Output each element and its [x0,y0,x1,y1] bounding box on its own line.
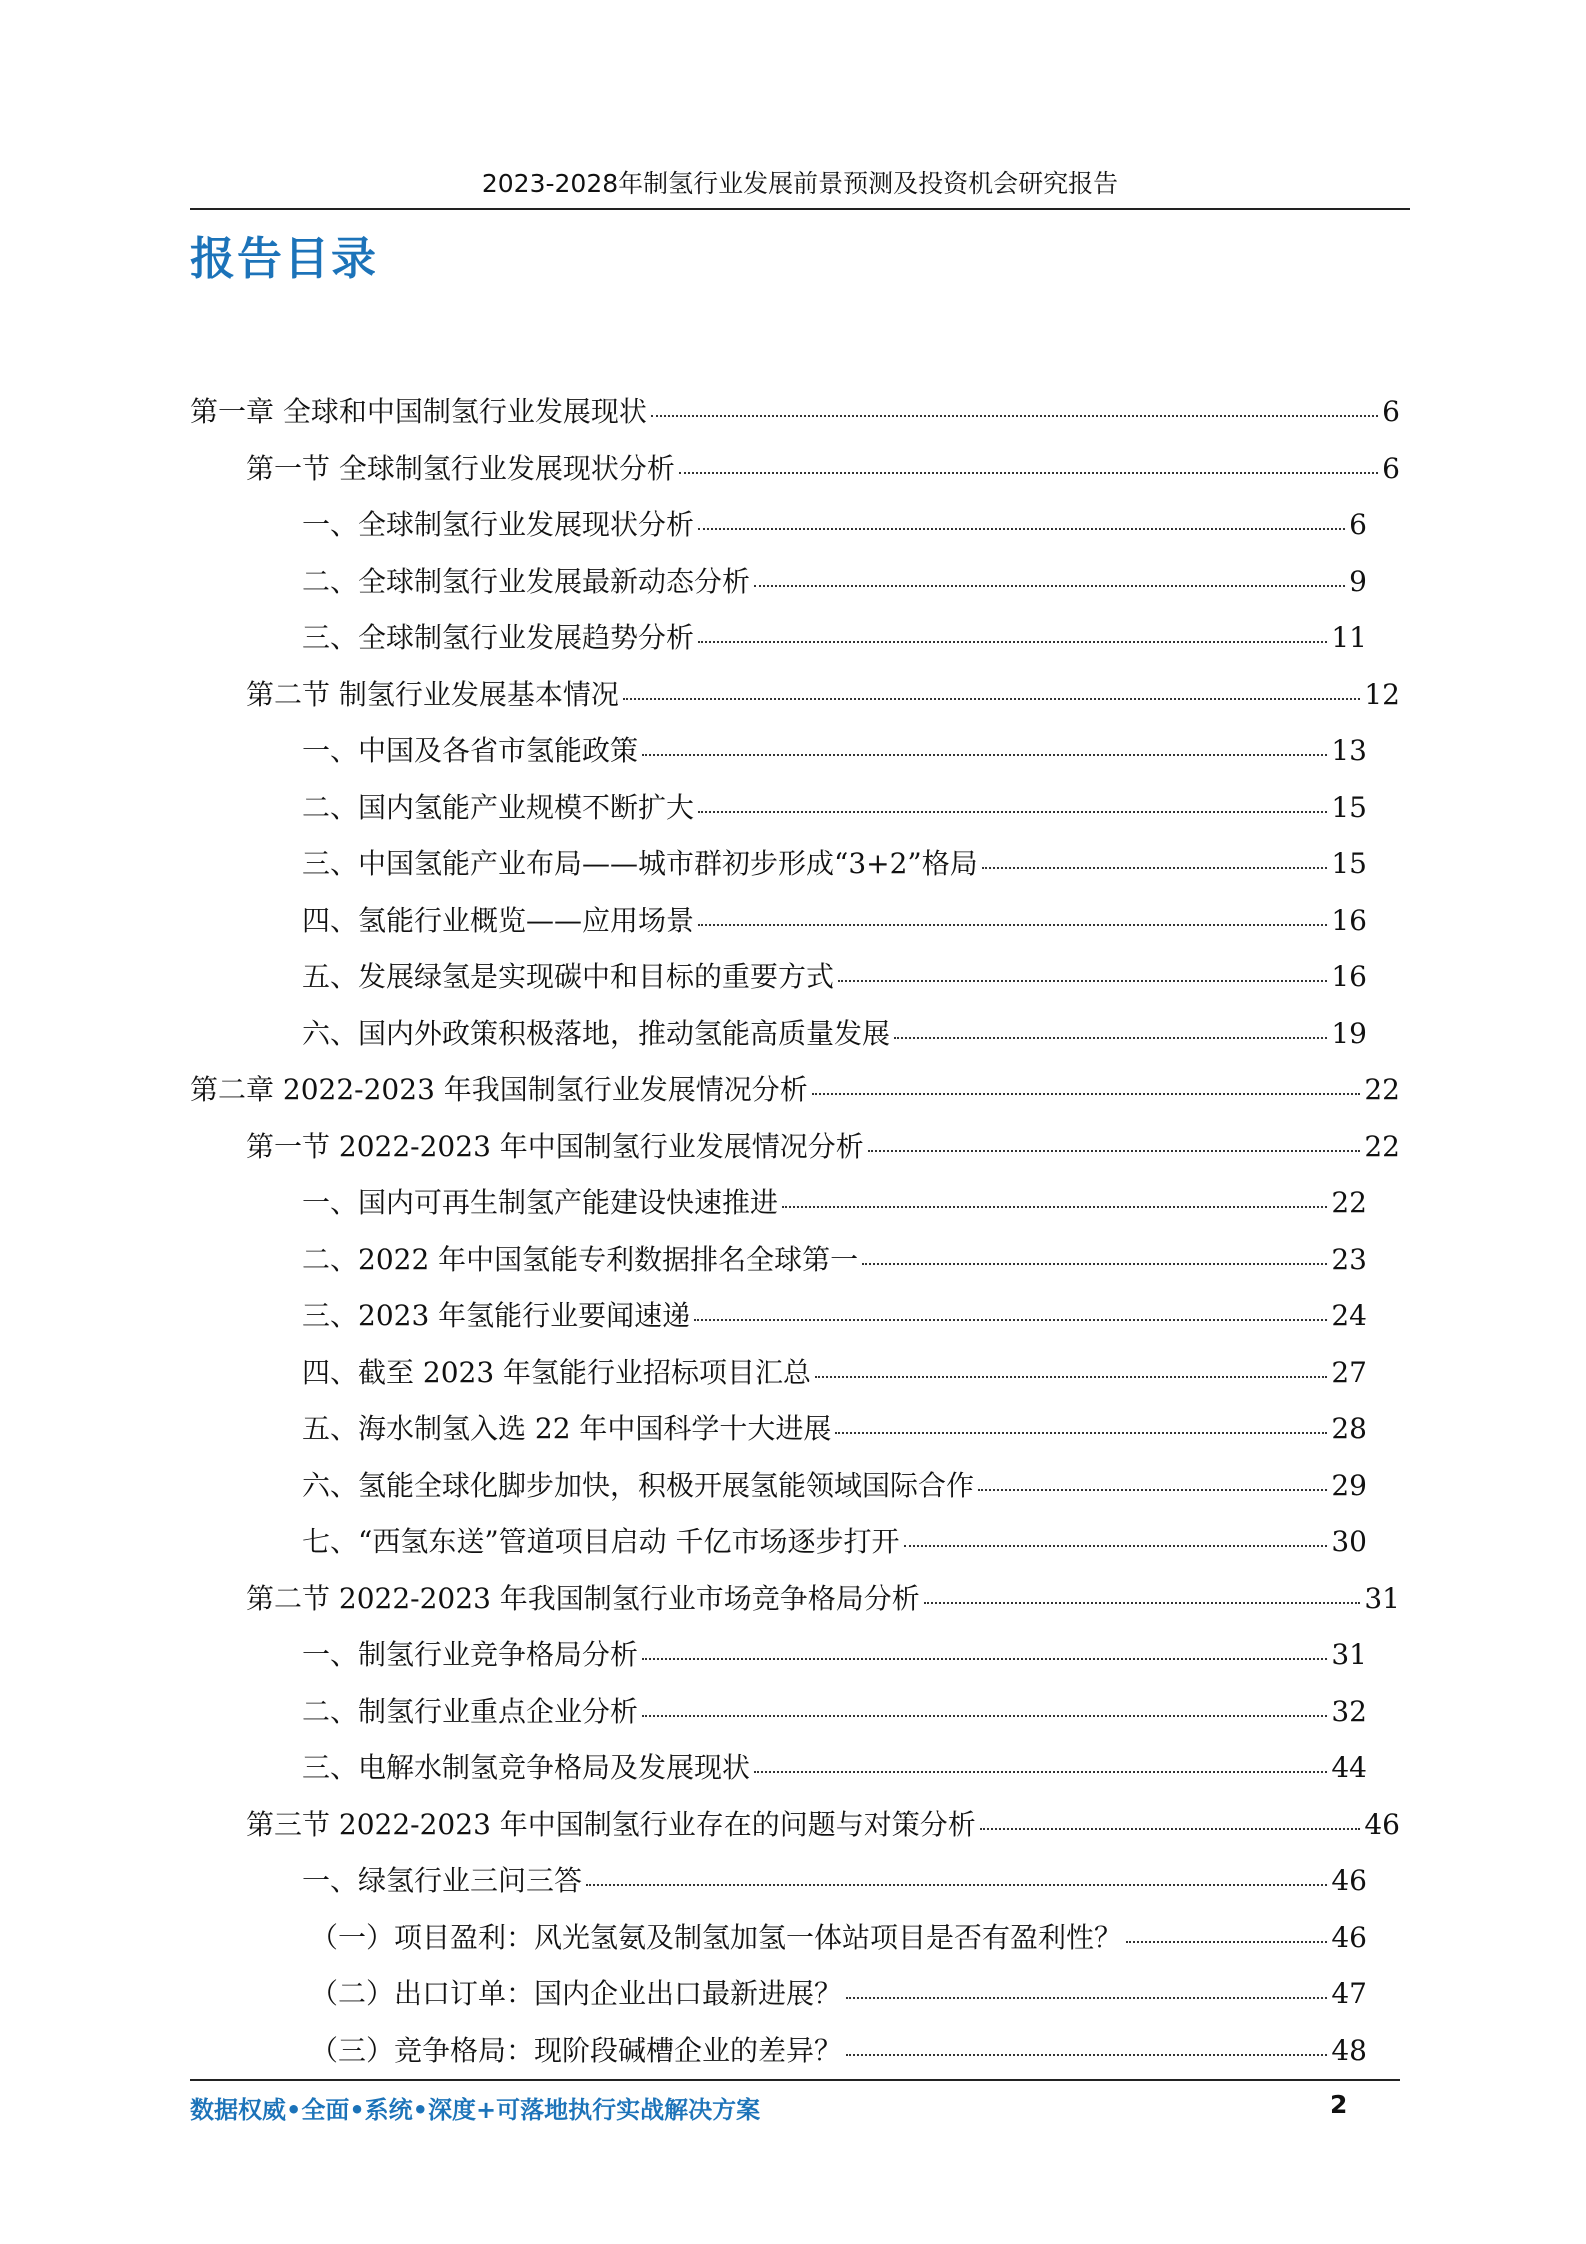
toc-entry[interactable] [190,390,1400,430]
toc-entry-title: （二）出口订单：国内企业出口最新进展？ [310,1977,843,2010]
toc-entry[interactable] [302,1407,1367,1447]
toc-entry-page: 22 [1364,1073,1400,1106]
toc-entry-title: 一、绿氢行业三问三答 [302,1864,583,1897]
toc-entry-title: 第一节 2022-2023 年中国制氢行业发展情况分析 [246,1129,864,1163]
toc-entry[interactable] [246,1803,1400,1843]
toc-entry[interactable] [302,955,1367,995]
toc-entry-page: 48 [1331,2033,1367,2067]
toc-entry[interactable] [302,786,1367,826]
toc-entry-page: 47 [1331,1977,1367,2010]
toc-dot-leader [838,980,1327,982]
toc-entry-page: 32 [1331,1694,1367,1728]
toc-entry[interactable] [302,1294,1367,1334]
toc-entry-page: 19 [1331,1016,1367,1050]
toc-dot-leader [698,924,1327,926]
toc-dot-leader [980,1828,1361,1830]
toc-dot-leader [846,1997,1327,1999]
toc-dot-leader [846,2054,1327,2056]
toc-dot-leader [698,528,1345,530]
toc-entry-title: 四、氢能行业概览——应用场景 [302,903,695,937]
toc-entry-title: 五、海水制氢入选 22 年中国科学十大进展 [302,1412,832,1445]
toc-entry-page: 6 [1349,508,1367,541]
toc-entry-page: 30 [1331,1525,1367,1558]
toc-dot-leader [894,1037,1327,1039]
toc-entry-title: 一、制氢行业竞争格局分析 [302,1638,639,1671]
toc-entry-title: 第一章 全球和中国制氢行业发展现状 [190,395,647,428]
toc-entry-page: 15 [1331,847,1367,880]
toc-entry-title: 三、中国氢能产业布局——城市群初步形成“3+2”格局 [302,847,978,880]
toc-entry-title: 一、中国及各省市氢能政策 [302,734,639,767]
toc-entry[interactable] [302,503,1367,543]
toc-entry[interactable] [302,1238,1367,1278]
toc-entry[interactable] [190,1068,1400,1108]
toc-dot-leader [978,1489,1327,1491]
toc-entry-page: 31 [1364,1581,1400,1615]
toc-dot-leader [586,1884,1327,1886]
toc-entry[interactable] [310,1916,1367,1956]
toc-dot-leader [868,1150,1361,1152]
toc-entry-page: 27 [1331,1355,1367,1389]
toc-entry-page: 46 [1331,1920,1367,1954]
toc-dot-leader [862,1263,1327,1265]
toc-entry-title: （一）项目盈利：风光氢氨及制氢加氢一体站项目是否有盈利性？ [310,1920,1123,1954]
toc-entry-page: 31 [1331,1638,1367,1671]
report-title: 报告目录 [190,232,379,285]
toc-dot-leader [642,754,1327,756]
toc-entry-page: 13 [1331,734,1367,767]
toc-entry[interactable] [302,1012,1367,1052]
toc-dot-leader [651,415,1378,417]
toc-entry[interactable] [302,899,1367,939]
toc-entry-title: 三、2023 年氢能行业要闻速递 [302,1299,691,1332]
toc-entry-title: 六、氢能全球化脚步加快，积极开展氢能领域国际合作 [302,1468,975,1502]
toc-entry-title: 第二节 制氢行业发展基本情况 [246,677,619,711]
toc-entry[interactable] [302,1633,1367,1673]
toc-entry-title: 三、全球制氢行业发展趋势分析 [302,621,695,654]
toc-entry-page: 9 [1349,564,1367,598]
toc-entry-title: （三）竞争格局：现阶段碱槽企业的差异？ [310,2033,843,2067]
toc-entry-page: 24 [1331,1299,1367,1332]
toc-dot-leader [698,811,1327,813]
toc-entry-title: 四、截至 2023 年氢能行业招标项目汇总 [302,1355,812,1389]
toc-entry-page: 22 [1364,1129,1400,1163]
toc-dot-leader [815,1376,1327,1378]
toc-entry-page: 22 [1331,1186,1367,1219]
footer-divider [190,2079,1400,2081]
toc-entry-title: 七、“西氢东送”管道项目启动 千亿市场逐步打开 [302,1525,900,1558]
toc-entry-title: 二、2022 年中国氢能专利数据排名全球第一 [302,1242,859,1276]
toc-entry-page: 16 [1331,903,1367,937]
toc-entry[interactable] [246,673,1400,713]
toc-entry[interactable] [302,1520,1367,1560]
toc-entry-page: 12 [1364,677,1400,711]
toc-entry[interactable] [302,1351,1367,1391]
toc-entry-title: 三、电解水制氢竞争格局及发展现状 [302,1751,751,1784]
toc-dot-leader [754,1771,1327,1773]
toc-entry[interactable] [302,616,1367,656]
toc-entry-page: 6 [1382,451,1400,485]
toc-dot-leader [623,698,1360,700]
toc-entry-title: 一、国内可再生制氢产能建设快速推进 [302,1186,779,1219]
footer-page-number: 2 [1330,2090,1348,2119]
toc-dot-leader [982,867,1328,869]
toc-dot-leader [924,1602,1361,1604]
toc-entry-title: 第三节 2022-2023 年中国制氢行业存在的问题与对策分析 [246,1807,976,1841]
toc-entry-title: 第二章 2022-2023 年我国制氢行业发展情况分析 [190,1073,808,1106]
page-header: 2023-2028年制氢行业发展前景预测及投资机会研究报告 [481,169,1119,198]
toc-entry-page: 28 [1331,1412,1367,1445]
toc-dot-leader [835,1432,1327,1434]
toc-dot-leader [904,1545,1328,1547]
toc-entry-page: 46 [1364,1807,1400,1841]
toc-entry[interactable] [246,1577,1400,1617]
footer-slogan: 数据权威•全面•系统•深度+可落地执行实战解决方案 [190,2096,761,2124]
toc-entry-page: 46 [1331,1864,1367,1897]
toc-entry[interactable] [302,729,1367,769]
toc-entry-page: 11 [1331,621,1367,654]
toc-entry-page: 23 [1331,1242,1367,1276]
toc-dot-leader [642,1658,1327,1660]
toc-entry[interactable] [302,1690,1367,1730]
toc-dot-leader [754,585,1345,587]
toc-entry[interactable] [302,1746,1367,1786]
toc-entry-title: 五、发展绿氢是实现碳中和目标的重要方式 [302,960,835,993]
toc-entry[interactable] [310,1972,1367,2012]
toc-dot-leader [679,472,1378,474]
toc-entry-page: 15 [1331,790,1367,824]
toc-dot-leader [1126,1941,1327,1943]
toc-dot-leader [812,1093,1361,1095]
toc-entry[interactable] [302,1181,1367,1221]
toc-entry[interactable] [246,447,1400,487]
toc-dot-leader [782,1206,1327,1208]
toc-entry[interactable] [302,842,1367,882]
header-divider [190,208,1410,210]
toc-dot-leader [642,1715,1327,1717]
toc-entry-title: 二、制氢行业重点企业分析 [302,1694,639,1728]
toc-entry[interactable] [302,1859,1367,1899]
toc-entry[interactable] [310,2029,1367,2069]
toc-entry-title: 第二节 2022-2023 年我国制氢行业市场竞争格局分析 [246,1581,920,1615]
toc-entry-page: 16 [1331,960,1367,993]
toc-dot-leader [698,641,1327,643]
toc-entry-title: 二、全球制氢行业发展最新动态分析 [302,564,751,598]
toc-entry[interactable] [302,1464,1367,1504]
toc-entry[interactable] [302,560,1367,600]
toc-entry[interactable] [246,1125,1400,1165]
toc-entry-title: 一、全球制氢行业发展现状分析 [302,508,695,541]
toc-entry-title: 第一节 全球制氢行业发展现状分析 [246,451,675,485]
toc-entry-page: 44 [1331,1751,1367,1784]
toc-entry-title: 六、国内外政策积极落地，推动氢能高质量发展 [302,1016,891,1050]
toc-entry-page: 29 [1331,1468,1367,1502]
toc-dot-leader [694,1319,1327,1321]
toc-entry-title: 二、国内氢能产业规模不断扩大 [302,790,695,824]
toc-entry-page: 6 [1382,395,1400,428]
